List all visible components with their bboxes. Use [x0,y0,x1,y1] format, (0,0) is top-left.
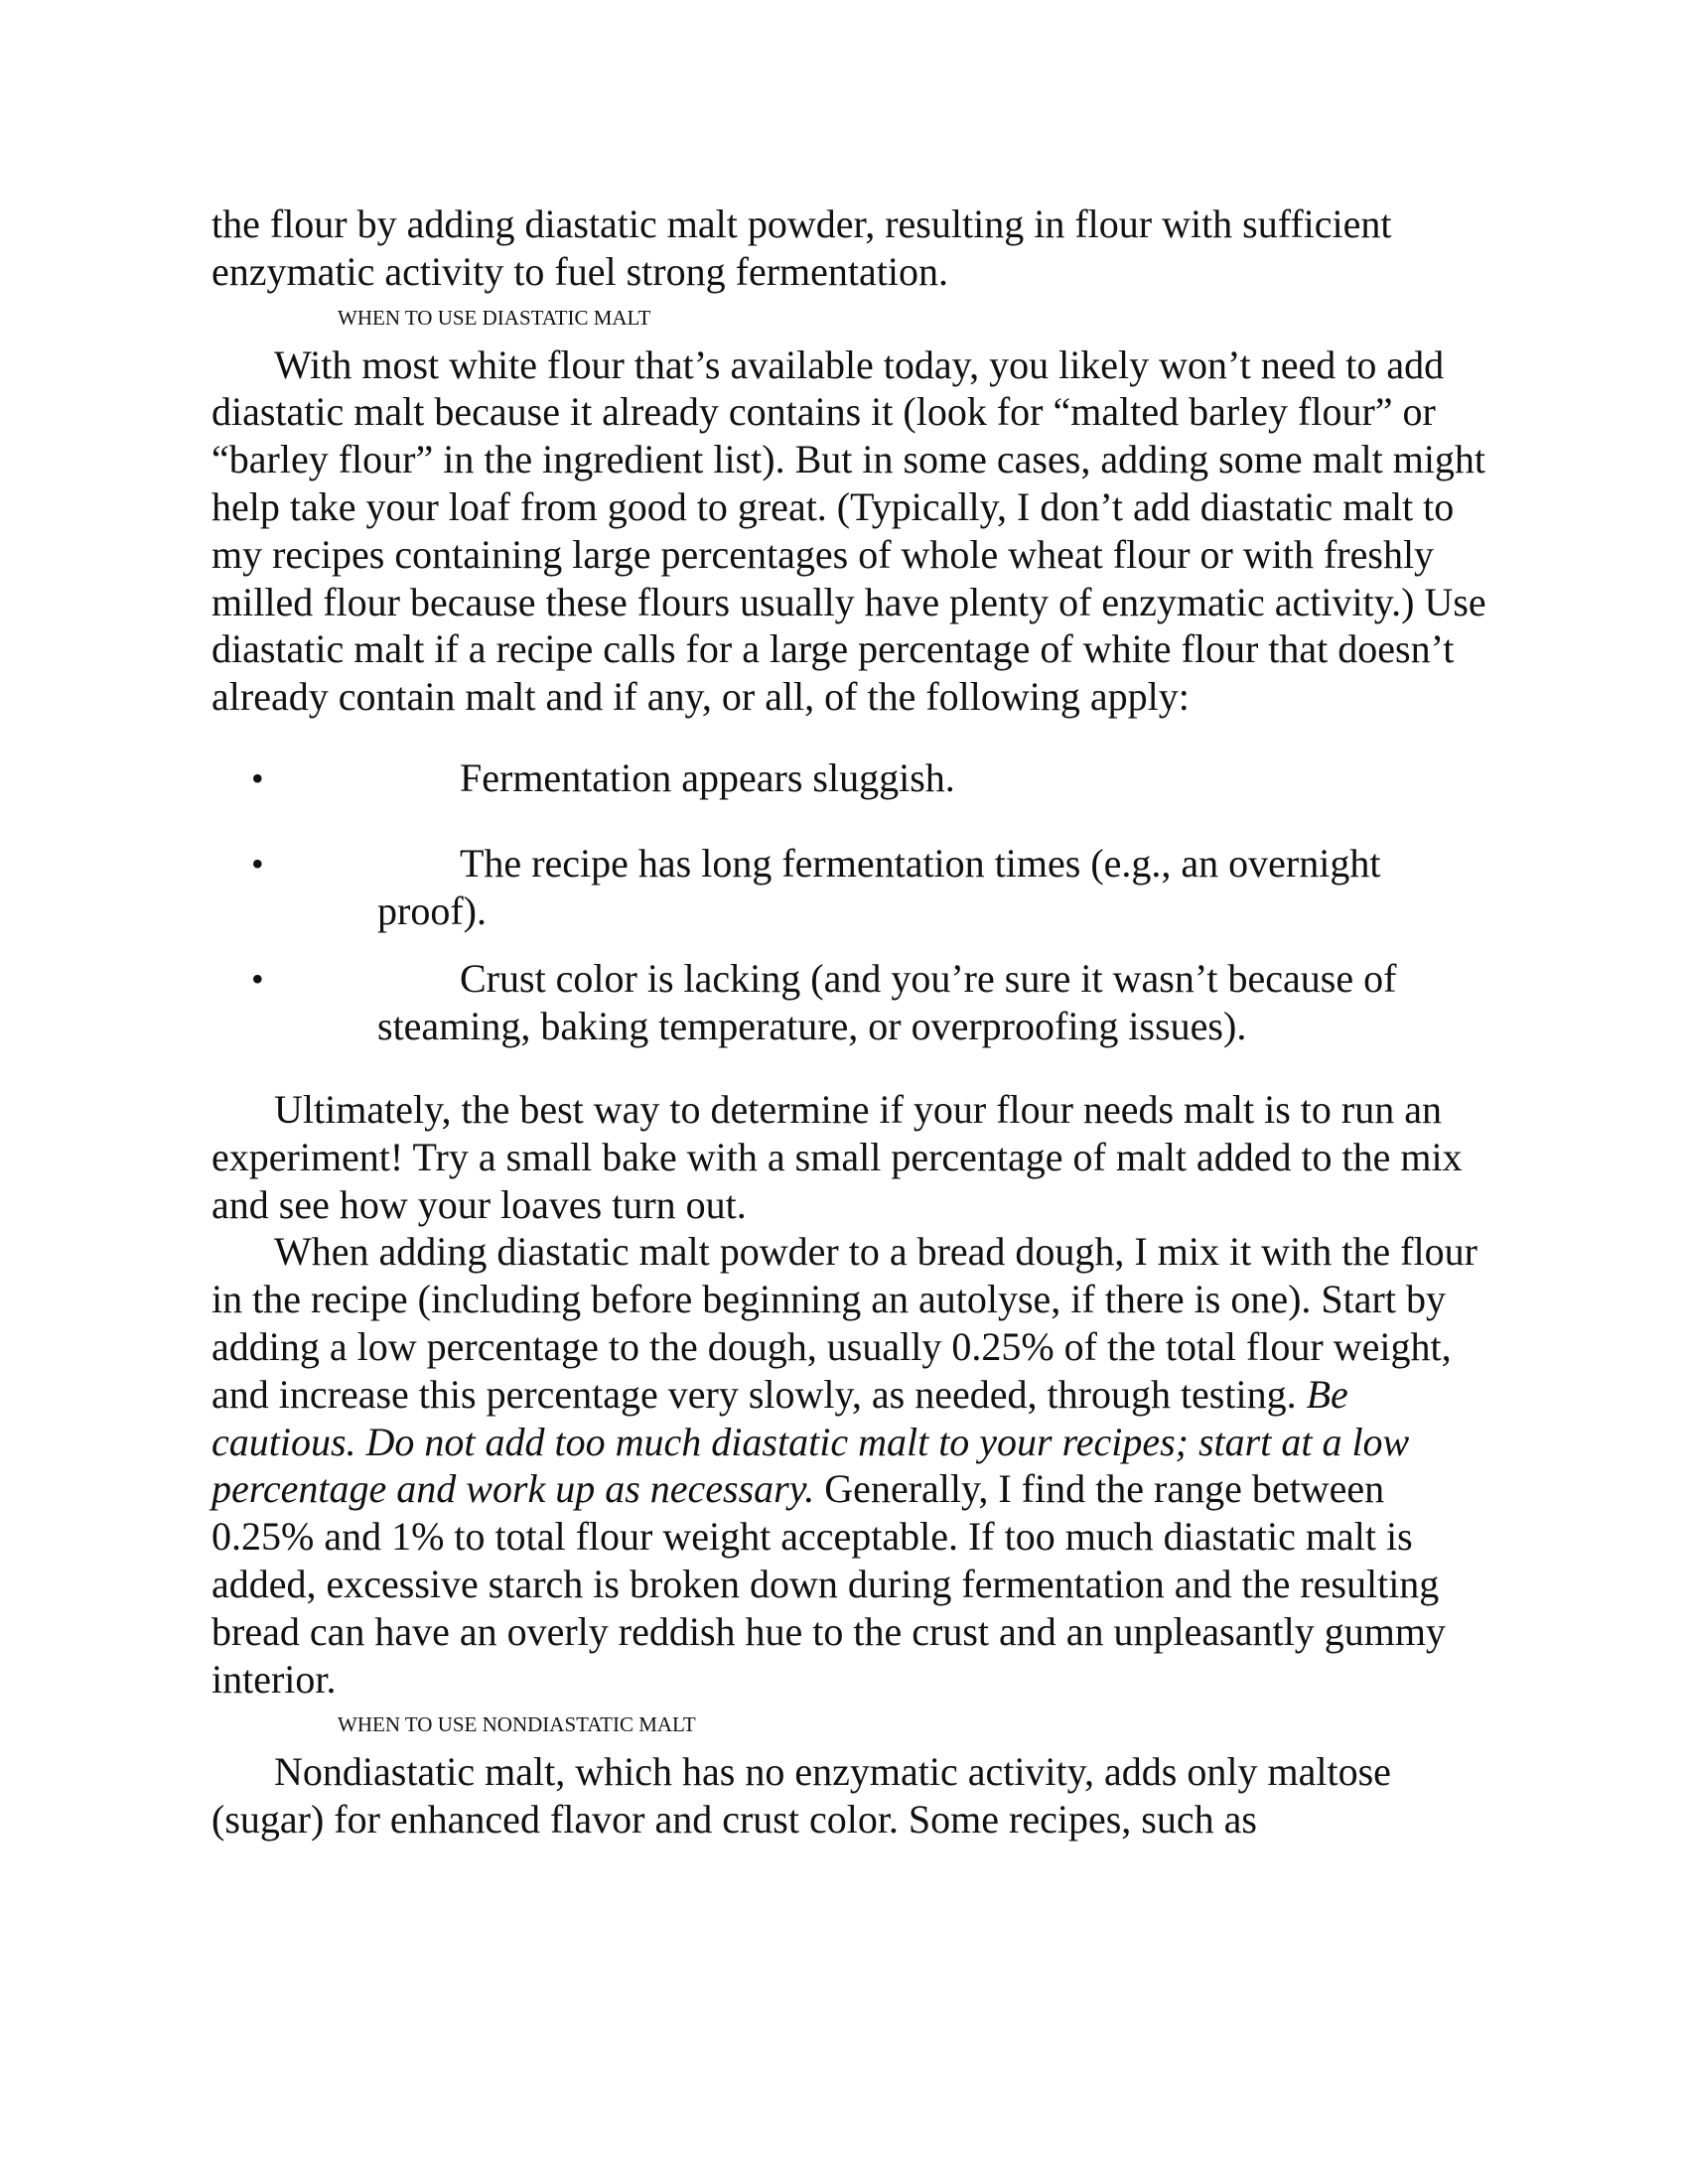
list-item [211,840,1492,935]
caution-text: Be cautious. Do not add too much diastatic malt to your recipes; start at a low percentage and work up as necessary. [211,1371,1410,1512]
bullet-icon: • [251,757,264,798]
list-item [211,754,1492,802]
list-item-line-1: The recipe has long fermentation times (e.g., an overnight [460,840,1381,886]
page-body [211,201,1492,1843]
list-item-line-1: Crust color is lacking (and you’re sure it wasn’t because of [460,955,1397,1001]
paragraph-diastatic-usage: With most white flour that’s available today, you likely won’t need to add diastatic malt because it already contains it (look for “malted barley flour” or “barley flour” in the ingredient list). But in some cases, adding some malt might help take your loaf from good to great. (Typically, I don’t add diastatic malt to my recipes containing large percentages of whole wheat flour or with freshly milled flour because these flours usually have plenty of enzymatic activity.) Use diastatic malt if a recipe calls for a large percentage of white flour that doesn’t already contain malt and if any, or all, of the following apply: [211,341,1486,720]
adding-malt-text-end: Generally, I find the range between 0.25% and 1% to total flour weight acceptable. If too much diastatic malt is added, excessive starch is broken down during fermentation and the resulting bread can have an overly reddish hue to the crust and an unpleasantly gummy interior. [211,1466,1446,1702]
bullet-icon: • [251,958,264,999]
heading-diastatic-malt: WHEN TO USE DIASTATIC MALT [338,305,651,330]
list-item-line-1: Fermentation appears sluggish. [460,754,955,800]
paragraph-experiment: Ultimately, the best way to determine if your flour needs malt is to run an experiment! Try a small bake with a small percentage of malt added to the mix and see how your loaves turn out. [211,1086,1463,1227]
bullet-icon: • [251,843,264,884]
adding-malt-text-start: When adding diastatic malt powder to a bread dough, I mix it with the flour in the recipe (including before beginning an autolyse, if there is one). Start by adding a low percentage to the dough, usually 0.25% of the total flour weight, and increase this percentage very slowly, as needed, through testing. [211,1229,1477,1417]
heading-nondiastatic-malt: WHEN TO USE NONDIASTATIC MALT [338,1712,696,1737]
paragraph-flour-malt-intro: the flour by adding diastatic malt powder, resulting in flour with sufficient enzymatic activity to fuel strong fermentation. [211,202,1392,294]
list-item [211,955,1492,1050]
paragraph-adding-malt [211,1228,1492,1703]
list-item-line-2: proof). [377,887,487,933]
list-item-line-2: steaming, baking temperature, or overproofing issues). [377,1003,1247,1048]
paragraph-nondiastatic: Nondiastatic malt, which has no enzymatic activity, adds only maltose (sugar) for enhanced flavor and crust color. Some recipes, such as [211,1749,1391,1843]
conditions-list [211,754,1492,1050]
